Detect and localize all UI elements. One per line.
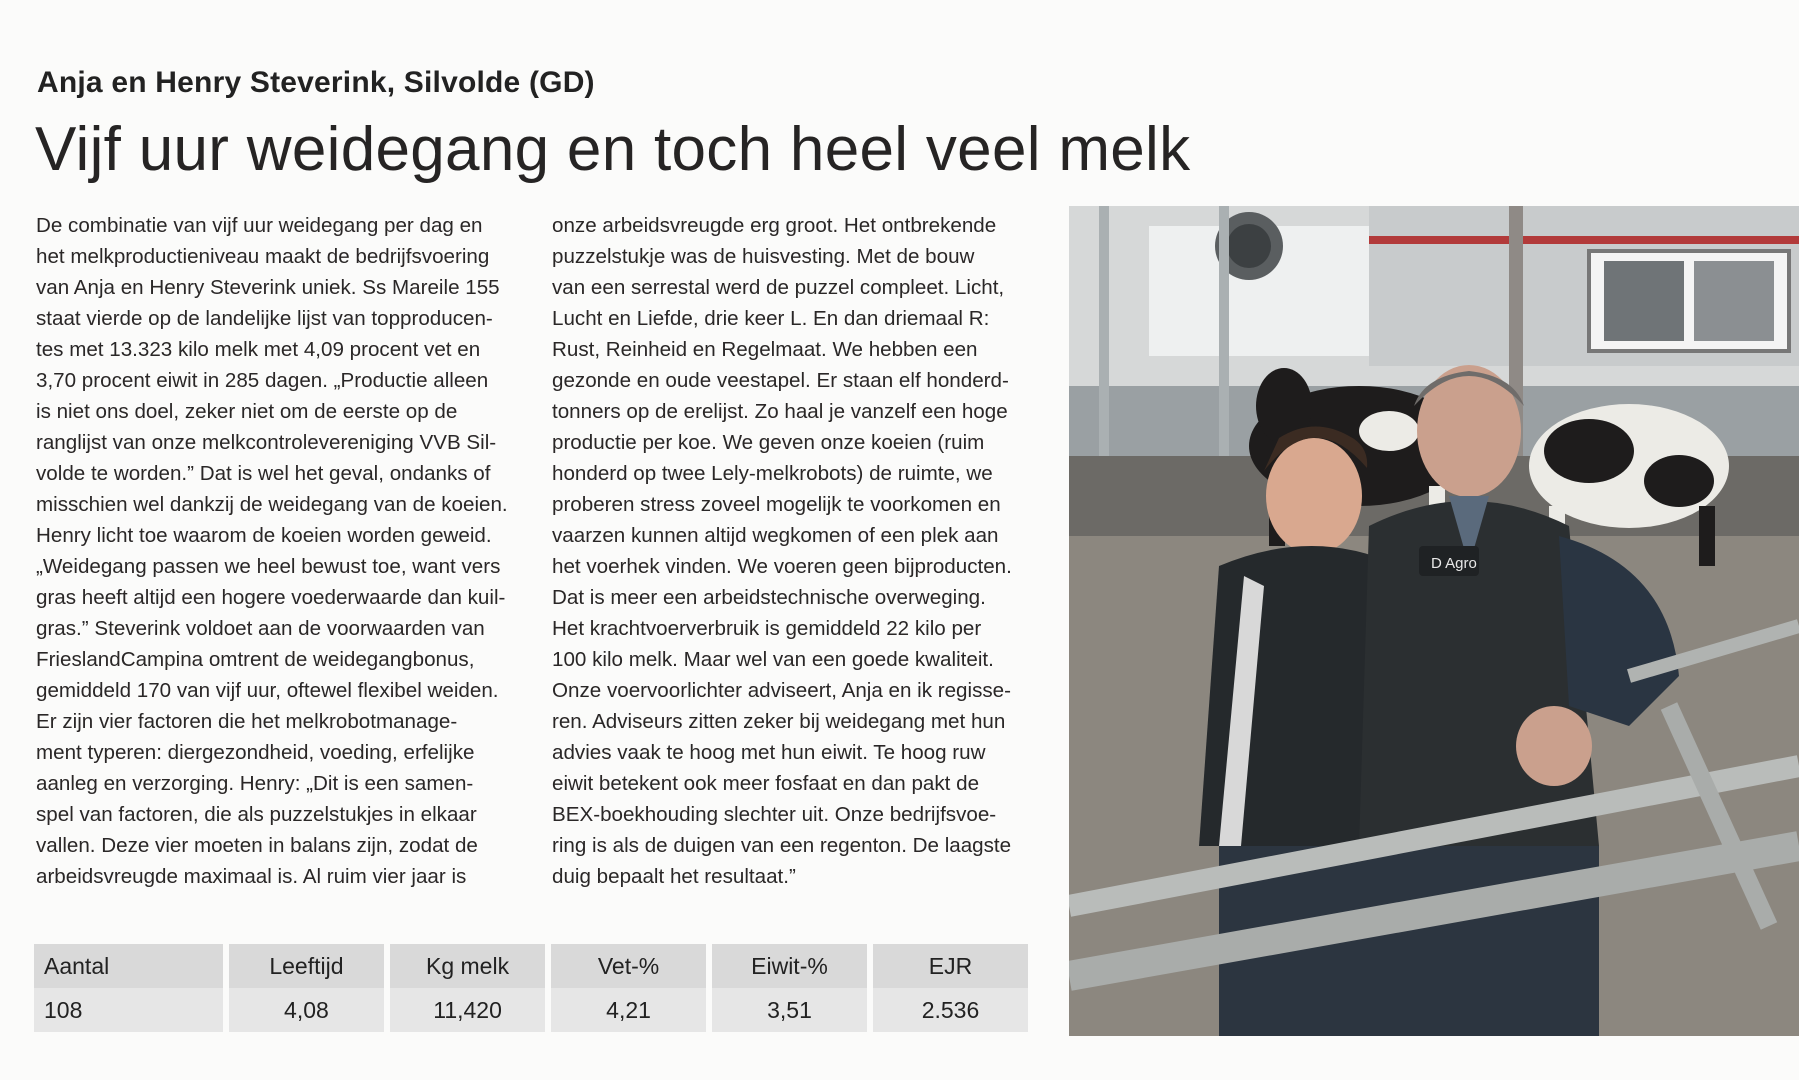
text-line: vaarzen kunnen altijd wegkomen of een plek aan — [552, 524, 999, 547]
text-line: 100 kilo melk. Maar wel van een goede kwaliteit. — [552, 648, 994, 671]
text-line: gras.” Steverink voldoet aan de voorwaarden van — [36, 617, 485, 640]
stats-value-vet: 4,21 — [545, 988, 706, 1032]
text-line: tes met 13.323 kilo melk met 4,09 procent vet en — [36, 338, 481, 361]
text-line: ment typeren: diergezondheid, voeding, erfelijke — [36, 741, 475, 764]
text-line: het melkproductieniveau maakt de bedrijfsvoering — [36, 245, 490, 268]
text-line: aanleg en verzorging. Henry: „Dit is een samen- — [36, 772, 474, 795]
text-line: ranglijst van onze melkcontrolevereniging VVB Sil- — [36, 431, 497, 454]
stats-value-kg-melk: 11,420 — [384, 988, 545, 1032]
stats-header-vet: Vet-% — [545, 944, 706, 988]
text-line: gemiddeld 170 van vijf uur, oftewel flexibel weiden. — [36, 679, 499, 702]
article-column-2 — [552, 210, 1052, 892]
text-line: FrieslandCampina omtrent de weidegangbonus, — [36, 648, 475, 671]
stats-header-aantal: Aantal — [34, 944, 223, 988]
farmers-photo — [1069, 206, 1799, 1036]
stats-value-leeftijd: 4,08 — [223, 988, 384, 1032]
text-line: gezonde en oude veestapel. Er staan elf honderd- — [552, 369, 1009, 392]
article-kicker: Anja en Henry Steverink, Silvolde (GD) — [37, 66, 595, 99]
stats-value-aantal: 108 — [34, 988, 223, 1032]
text-line: van Anja en Henry Steverink uniek. Ss Mareile 155 — [36, 276, 500, 299]
text-line: productie per koe. We geven onze koeien (ruim — [552, 431, 985, 454]
text-line: „Weidegang passen we heel bewust toe, want vers — [36, 555, 501, 578]
text-line: volde te worden.” Dat is wel het geval, ondanks of — [36, 462, 491, 485]
article-column-1 — [36, 210, 536, 892]
stats-header-leeftijd: Leeftijd — [223, 944, 384, 988]
article-headline: Vijf uur weidegang en toch heel veel melk — [35, 115, 1191, 184]
stats-header-eiwit: Eiwit-% — [706, 944, 867, 988]
text-line: ring is als de duigen van een regenton. De laagste — [552, 834, 1012, 857]
barn-fan-hub — [1227, 224, 1271, 268]
stats-header-row — [34, 944, 1028, 988]
text-line: tonners op de erelijst. Zo haal je vanzelf een hoge — [552, 400, 1008, 423]
text-line: Lucht en Liefde, drie keer L. En dan driemaal R: — [552, 307, 990, 330]
stats-header-ejr: EJR — [867, 944, 1028, 988]
text-line: vallen. Deze vier moeten in balans zijn, zodat de — [36, 834, 478, 857]
text-line: Er zijn vier factoren die het melkrobotmanage- — [36, 710, 458, 733]
barn-scene-illustration — [1069, 206, 1799, 1036]
text-line: proberen stress zoveel mogelijk te voorkomen en — [552, 493, 1001, 516]
jacket-logo: D Agro — [1431, 555, 1477, 572]
stats-value-ejr: 2.536 — [867, 988, 1028, 1032]
text-line: staat vierde op de landelijke lijst van topproducen- — [36, 307, 493, 330]
text-line: van een serrestal werd de puzzel compleet. Licht, — [552, 276, 1005, 299]
text-line: duig bepaalt het resultaat.” — [552, 865, 796, 888]
text-line: advies vaak te hoog met hun eiwit. Te hoog ruw — [552, 741, 986, 764]
text-line: BEX-boekhouding slechter uit. Onze bedrijfsvoe- — [552, 803, 997, 826]
text-line: 3,70 procent eiwit in 285 dagen. „Productie alleen — [36, 369, 489, 392]
text-line: het voerhek vinden. We voeren geen bijproducten. — [552, 555, 1012, 578]
text-line: misschien wel dankzij de weidegang van de koeien. — [36, 493, 508, 516]
text-line: spel van factoren, die als puzzelstukjes in elkaar — [36, 803, 477, 826]
stats-value-eiwit: 3,51 — [706, 988, 867, 1032]
window-pane — [1604, 261, 1684, 341]
barn-red-beam — [1369, 236, 1799, 244]
text-line: puzzelstukje was de huisvesting. Met de bouw — [552, 245, 975, 268]
text-line: Het krachtvoerverbruik is gemiddeld 22 kilo per — [552, 617, 982, 640]
text-line: arbeidsvreugde maximaal is. Al ruim vier jaar is — [36, 865, 467, 888]
text-line: ren. Adviseurs zitten zeker bij weidegang met hun — [552, 710, 1006, 733]
window-pane — [1694, 261, 1774, 341]
text-line: onze arbeidsvreugde erg groot. Het ontbrekende — [552, 214, 997, 237]
text-line: Dat is meer een arbeidstechnische overweging. — [552, 586, 986, 609]
text-line: is niet ons doel, zeker niet om de eerste op de — [36, 400, 458, 423]
text-line: De combinatie van vijf uur weidegang per dag en — [36, 214, 483, 237]
stats-value-row — [34, 988, 1028, 1032]
text-line: Rust, Reinheid en Regelmaat. We hebben een — [552, 338, 978, 361]
farm-stats-table — [34, 944, 1028, 1032]
text-line: eiwit betekent ook meer fosfaat en dan pakt de — [552, 772, 980, 795]
text-line: Onze voervoorlichter adviseert, Anja en ik regisse- — [552, 679, 1011, 702]
text-line: Henry licht toe waarom de koeien worden geweid. — [36, 524, 492, 547]
text-line: gras heeft altijd een hogere voederwaarde dan kuil- — [36, 586, 506, 609]
stats-header-kg-melk: Kg melk — [384, 944, 545, 988]
text-line: honderd op twee Lely-melkrobots) de ruimte, we — [552, 462, 993, 485]
